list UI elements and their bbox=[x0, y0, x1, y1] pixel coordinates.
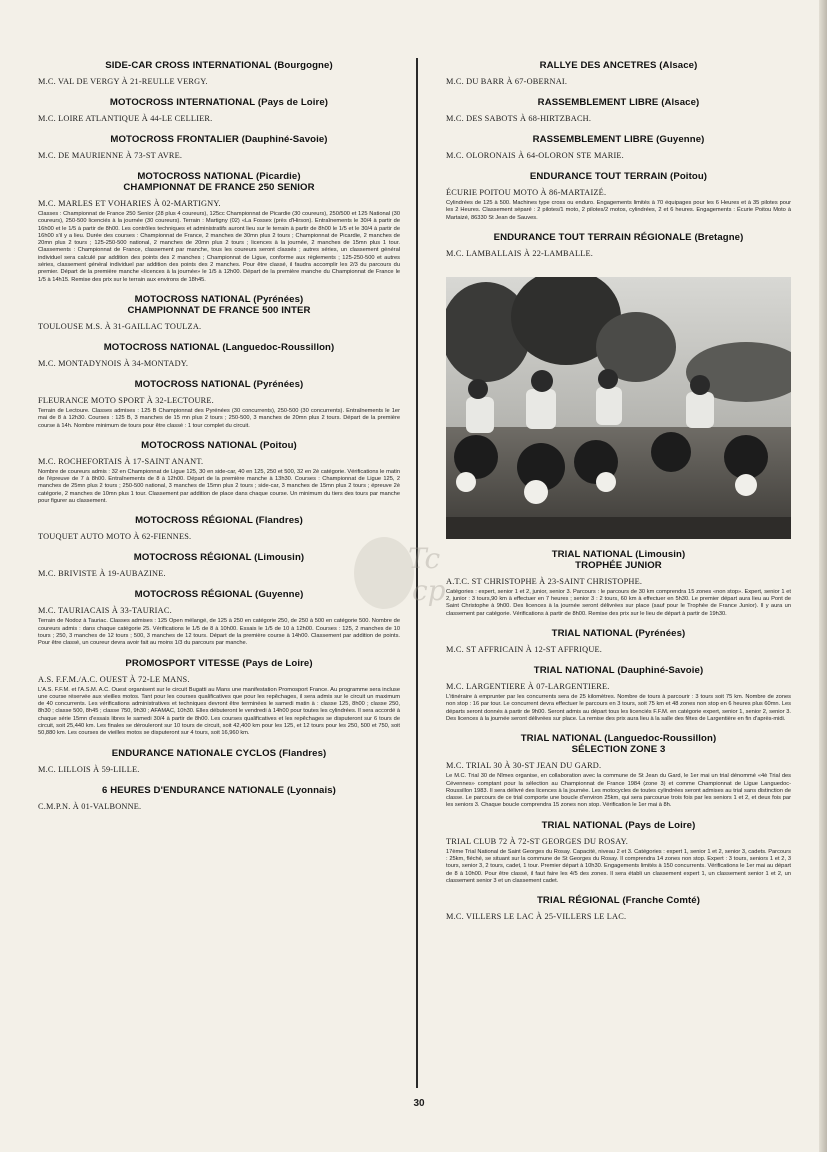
organizer-club: M.C. TRIAL 30 À 30-ST JEAN DU GARD. bbox=[446, 761, 602, 771]
event-title bbox=[38, 515, 400, 526]
event-section bbox=[446, 820, 791, 885]
event-title bbox=[38, 171, 400, 193]
organizer-club: TOULOUSE M.S. À 31-GAILLAC TOULZA. bbox=[38, 321, 202, 331]
event-title bbox=[446, 628, 791, 639]
event-title-text: MOTOCROSS RÉGIONAL (Flandres) bbox=[135, 515, 303, 527]
event-title bbox=[446, 665, 791, 676]
organizer-club: M.C. ROCHEFORTAIS À 17-SAINT ANANT. bbox=[38, 456, 204, 466]
event-title bbox=[446, 232, 791, 243]
event-section bbox=[38, 440, 400, 505]
event-section bbox=[446, 628, 791, 655]
event-title-text: MOTOCROSS FRONTALIER (Dauphiné-Savoie) bbox=[110, 134, 328, 145]
event-title-text: TRIAL NATIONAL (Pyrénées) bbox=[551, 628, 686, 640]
organizer-club: M.C. LARGENTIERE À 07-LARGENTIERE. bbox=[446, 682, 610, 692]
organizer-club: M.C. VAL DE VERGY À 21-REULLE VERGY. bbox=[38, 77, 208, 86]
event-title-text: MOTOCROSS NATIONAL (Pyrénées) bbox=[134, 293, 304, 305]
event-subtitle: TROPHÉE JUNIOR bbox=[575, 559, 662, 571]
photo-image bbox=[446, 277, 791, 539]
event-title bbox=[38, 97, 400, 108]
event-title-text: TRIAL NATIONAL (Limousin) bbox=[551, 548, 686, 560]
left-column bbox=[38, 50, 400, 814]
event-details: Nombre de coureurs admis : 32 en Championnat de Ligue 125, 30 en side-car, 40 en 125, 250 et 500, 32 en 2è catégorie. Vérifications le matin de l'épreuve de 7 à 8h00. Entraînements de 8 à 12h00. Départ de la première manche à 13h30. Courses : Championnat de Ligue 125, 2 manches de 25mn plus 2 tours ; 250-500 national, 3 manches de 15mn plus 2 tours ; side-car, 3 manches de 15mn plus 2 tours ; épreuve 2è catégorie, 2 manches de 10mn plus 1 tour. Classement par addition de place dans chaque course. Un minimum du tiers des tours par manche pour figurer au classement. bbox=[38, 468, 400, 505]
organizer-club: M.C. OLORONAIS À 64-OLORON STE MARIE. bbox=[446, 151, 624, 160]
event-section bbox=[38, 97, 400, 124]
event-details: Classes : Championnat de France 250 Senior (28 plus 4 coureurs), 125cc Championnat de Picardie (30 coureurs), 250/500 et 125 National (30 coureurs), 250-500 licenciés à la journée (30 coureurs). Terrain : Martigny (02) «La Fossex (près d'Hirson). Entraînements le 30/4 à partir de 16h00 et le 1/5 à partir de 8h00. Les contrôles techniques et administratifs auront lieu sur le terrain à partir de 8h00 le 1/5 et le 30/4 à partir de 16h00 s'il y a lieu. Durée des courses : Championnat de France, 2 manches de 30mn plus 2 tours ; Championnat de Picardie, 2 manches de 20mn plus 2 tours ; 125-250-500 national, 2 manches de 20mn plus 2 tours ; licences à la journée, 2 manches de 15mn plus 1 tour. Classements : Championnat de France, classement par manche, tous les coureurs seront classés ; autres séries, un classement général individuel sera calculé par addition des points des 2 manches ; Championnat de Ligue, conforme aux règlements ; 125-250-500 et autres séries, classement général individuel par addition des points des 2 manches. Pour être classé, il faudra accomplir les 2/3 du parcours du premier. Départ de la première manche «licences à la journée» le 1/5 à 12h00. Départ de la première manche du Championnat de France le 1/5 à 14h15. Remise des prix sur le terrain aux environs de 18h45. bbox=[38, 211, 400, 283]
event-title-text: TRIAL NATIONAL (Pays de Loire) bbox=[541, 819, 696, 831]
motocross-start-photo bbox=[446, 277, 791, 539]
event-section bbox=[38, 60, 400, 87]
event-details: Catégories : expert, senior 1 et 2, junior, senior 3. Parcours : le parcours de 30 km comprendra 15 zones «non stop». Expert, senior 1 et 2, junior : 3 tours,90 km à effectuer en 7 heures ; senior 3 : 2 tours, 60 km à effectuer en 5h30. Le premier départ aura lieu au Pont de Saint Christophe à 9h00. Des licences à la journée seront délivrées sur place (sauf pour le Trophée de France Junior). Il y aura un classement par catégorie. Vérifications à partir de 8h00. Remise des prix sur le lieu de départ à partir de 19h30. bbox=[446, 588, 791, 617]
organizer-club: TRIAL CLUB 72 À 72-ST GEORGES DU ROSAY. bbox=[446, 836, 629, 846]
event-title bbox=[38, 294, 400, 316]
organizer-club: M.C. TAURIACAIS À 33-TAURIAC. bbox=[38, 606, 172, 616]
event-title-text: MOTOCROSS NATIONAL (Poitou) bbox=[141, 439, 297, 451]
event-section bbox=[38, 785, 400, 812]
svg-text:cp: cp bbox=[412, 574, 446, 607]
event-title bbox=[446, 549, 791, 571]
event-title-text: MOTOCROSS NATIONAL (Pyrénées) bbox=[134, 378, 304, 390]
right-bottom-sections bbox=[446, 549, 791, 922]
event-title bbox=[446, 97, 791, 108]
organizer-club: M.C. MONTADYNOIS À 34-MONTADY. bbox=[38, 358, 189, 368]
event-title-text: TRIAL RÉGIONAL (Franche Comté) bbox=[536, 895, 701, 907]
event-section bbox=[38, 294, 400, 332]
event-details: Terrain de Lectoure. Classes admises : 125 B Championnat des Pyrénées (30 concurrents), 250-500 (30 concurrents). Entraînements le 1er mai de 8 à 12h30. Courses : 125 B, 3 manches de 15 mn plus 2 tours ; 250-500, 3 manches de 20mn plus 2 tours. Départ de la première course à 14h. Nombre minimum de tours pour être classé : 1 tour complet du circuit. bbox=[38, 407, 400, 429]
event-title bbox=[446, 895, 791, 906]
event-title-text: MOTOCROSS NATIONAL (Picardie) bbox=[137, 171, 301, 182]
event-section bbox=[38, 134, 400, 161]
event-title bbox=[446, 820, 791, 831]
event-details: Le M.C. Trial 30 de Nîmes organise, en collaboration avec la commune de St Jean du Gard, le 1er mai un trial dénommé «4è Trial des Cévennes» comptant pour la sélection au Championnat de France 1984 (zone 3) et comme Championnat de Ligue Languedoc-Roussillon 1983. Il sera délivré des licences à la journée. Les motocycles de toutes cylindrées seront admises au trial sans distinction de classe. Le parcours de ce trial comporte une boucle d'environ 25km, qui sera parcourue trois fois par les seniors 1 et 2, et deux fois par les seniors 3. Chaque boucle comprendra 15 zones non stop. Vérification le 1er mai à 8h. bbox=[446, 773, 791, 809]
page-number: 30 bbox=[413, 1098, 425, 1109]
event-section bbox=[38, 658, 400, 738]
organizer-club: TOUQUET AUTO MOTO À 62-FIENNES. bbox=[38, 532, 192, 542]
event-title bbox=[38, 134, 400, 145]
event-section bbox=[38, 171, 400, 284]
organizer-club: M.C. LOIRE ATLANTIQUE À 44-LE CELLIER. bbox=[38, 114, 213, 123]
organizer-club: FLEURANCE MOTO SPORT À 32-LECTOURE. bbox=[38, 395, 214, 405]
event-subtitle: CHAMPIONNAT DE FRANCE 250 SENIOR bbox=[123, 182, 315, 193]
event-section bbox=[446, 97, 791, 124]
organizer-club: M.C. LILLOIS À 59-LILLE. bbox=[38, 764, 140, 774]
organizer-club: M.C. VILLERS LE LAC À 25-VILLERS LE LAC. bbox=[446, 912, 627, 922]
event-section bbox=[446, 171, 791, 222]
event-title bbox=[446, 733, 791, 755]
event-title-text: MOTOCROSS RÉGIONAL (Limousin) bbox=[133, 552, 305, 564]
organizer-club: M.C. BRIVISTE À 19-AUBAZINE. bbox=[38, 569, 166, 579]
organizer-club: M.C. DES SABOTS À 68-HIRTZBACH. bbox=[446, 114, 592, 123]
scan-watermark bbox=[346, 528, 446, 618]
organizer-club: M.C. DU BARR À 67-OBERNAI. bbox=[446, 77, 568, 86]
event-title bbox=[446, 60, 791, 71]
organizer-club: M.C. MARLES ET VOHARIES À 02-MARTIGNY. bbox=[38, 199, 221, 208]
event-title-text: ENDURANCE NATIONALE CYCLOS (Flandres) bbox=[111, 747, 327, 759]
event-section bbox=[446, 232, 791, 259]
event-title-text: 6 HEURES D'ENDURANCE NATIONALE (Lyonnais) bbox=[102, 784, 336, 796]
organizer-club: M.C. LAMBALLAIS À 22-LAMBALLE. bbox=[446, 248, 594, 258]
organizer-club: ÉCURIE POITOU MOTO À 86-MARTAIZÉ. bbox=[446, 188, 607, 197]
event-section bbox=[38, 379, 400, 430]
event-title-text: RASSEMBLEMENT LIBRE (Alsace) bbox=[537, 97, 700, 108]
organizer-club: A.S. F.F.M./A.C. OUEST À 72-LE MANS. bbox=[38, 674, 190, 684]
event-title-text: PROMOSPORT VITESSE (Pays de Loire) bbox=[125, 657, 313, 669]
organizer-club: M.C. ST AFFRICAIN À 12-ST AFFRIQUE. bbox=[446, 645, 603, 655]
event-details: L'A.S. F.F.M. et l'A.S.M. A.C. Ouest organisent sur le circuit Bugatti au Mans une manifestation Promosport France. Au programme sera incluse une course réservée aux vieilles motos. Tant pour les courses qualificatives que pour les repêchages, il sera admis sur le circuit un maximum de 40 concurrents. Les vérifications administratives et techniques devront être terminées le samedi matin à : classe 125, 8h00 ; classe 250, 8h30 ; classe 500, 8h45 ; classe 750, 9h30 ; AFAMAC, 10h30. Elles débuteront le vendredi à 14h00 pour toutes les cylindrées. Il sera accordé à chaque série 15mn d'essais libres le samedi 30/4 à partir de 8h00. Les courses qualificatives et les repêchages se disputeront sur 6 tours de circuit, soit 25,440 km. Les finales se dérouleront sur 10 tours de circuit, soit 42,400 km pour les 125, et 12 tours pour les 250, 500 et 750, soit 50,880 km. Les courses de vieilles motos se disputeront sur 4 tours, soit 16,960 km. bbox=[38, 686, 401, 737]
right-top-sections bbox=[446, 60, 791, 259]
event-title-text: TRIAL NATIONAL (Languedoc-Roussillon) bbox=[520, 733, 717, 745]
event-title bbox=[446, 134, 791, 145]
event-details: Terrain de Nodoz à Tauriac. Classes admises : 125 Open mélangé, de 125 à 250 en catégorie 250, de 250 à 500 en catégorie 500. Nombre de coureurs admis : dans chaque catégorie 25. Vérifications le 1/5 de 8 à 10h00. Essais le 1/5 de 10 à 12h00. Courses : 125, 2 manches de 10 tours ; 250, 3 manches de 12 tours ; 500, 3 manches de 12 tours. Départ de la première course à 14h00. Classement par addition de points. Pour être classé, un coureur devra avoir fait au moins 1/3 du parcours par manche. bbox=[38, 618, 400, 647]
event-details: Cylindrées de 125 à 500. Machines type cross ou enduro. Engagements limités à 70 équipages pour les 6 Heures et à 35 pilotes pour les 2 Heures. Classement séparé : 2 pilotes/1 moto, 2 pilotes/2 motos, cylindrées, 2 et 6 heures. Engagements : Écurie Poitou Moto à Martaizé, 86330 St Jean de Sauves. bbox=[446, 200, 791, 221]
event-section bbox=[38, 342, 400, 369]
event-title bbox=[38, 440, 400, 451]
event-title-text: SIDE-CAR CROSS INTERNATIONAL (Bourgogne) bbox=[105, 60, 333, 71]
organizer-club: M.C. DE MAURIENNE À 73-ST AVRE. bbox=[38, 151, 183, 160]
event-subtitle: SÉLECTION ZONE 3 bbox=[571, 744, 666, 756]
event-title bbox=[38, 658, 400, 669]
event-title bbox=[38, 785, 400, 796]
event-section bbox=[446, 549, 791, 618]
event-details: 17ème Trial National de Saint Georges du Rosay. Capacité, niveau 2 et 3. Catégories : expert 1, senior 1 et 2, senior 3, cadets. Parcours : 25km, fléché, se situant sur la commune de St Georges du Rosay. Il comprendra 14 zones non stop. Expert : 3 tours, seniors 1 et 2, 3 tours, senior 3, 2 tours, cadet, 1 tour. Premier départ à 10h30. Engagements limités à 150 concurrents. Vérifications le 1er mai au départ de 8 à 10h00. Pour être classé, il faut faire les 4/5 des zones. Il sera établi un classement expert 1, un classement senior 1 et 2, un classement senior 3 et un classement cadet. bbox=[446, 848, 791, 884]
event-section bbox=[446, 134, 791, 161]
event-title bbox=[38, 379, 400, 390]
event-title-text: ENDURANCE TOUT TERRAIN RÉGIONALE (Bretagne) bbox=[493, 231, 744, 243]
event-title-text: ENDURANCE TOUT TERRAIN (Poitou) bbox=[529, 171, 708, 182]
event-title-text: TRIAL NATIONAL (Dauphiné-Savoie) bbox=[533, 665, 704, 677]
event-title bbox=[38, 60, 400, 71]
svg-text:Tc: Tc bbox=[408, 542, 441, 575]
event-title-text: RALLYE DES ANCETRES (Alsace) bbox=[539, 60, 698, 71]
organizer-club: C.M.P.N. À 01-VALBONNE. bbox=[38, 801, 142, 811]
event-details: L'itinéraire à emprunter par les concurrents sera de 25 kilomètres. Nombre de tours à parcourir : 3 tours soit 75 km. Nombre de zones non stop : 16 par tour. Le concurrent devra effectuer le parcours en 3 tours, soit 75 km et 48 zones non stop en 6 heures plus 60mn. Les départs seront donnés à partir de 9h00. Seront admis au départ tous les licenciés F.F.M. en catégorie expert, senior 1, senior 2, senior 3. Des licences à la journée seront délivrées sur place. La remise des prix aura lieu à la salle des fêtes de Largentière en fin d'après-midi. bbox=[446, 694, 791, 722]
event-section bbox=[446, 60, 791, 87]
event-title-text: RASSEMBLEMENT LIBRE (Guyenne) bbox=[532, 134, 705, 145]
event-section bbox=[38, 748, 400, 775]
organizer-club: A.T.C. ST CHRISTOPHE À 23-SAINT CHRISTOPHE. bbox=[446, 576, 643, 586]
event-title bbox=[38, 748, 400, 759]
event-section bbox=[446, 665, 791, 723]
event-subtitle: CHAMPIONNAT DE FRANCE 500 INTER bbox=[127, 304, 311, 316]
page-edge-shadow bbox=[819, 0, 827, 1152]
event-title-text: MOTOCROSS RÉGIONAL (Guyenne) bbox=[134, 589, 304, 601]
event-title bbox=[38, 342, 400, 353]
event-section bbox=[446, 895, 791, 922]
event-title-text: MOTOCROSS INTERNATIONAL (Pays de Loire) bbox=[109, 97, 329, 108]
event-title bbox=[446, 171, 791, 182]
right-column bbox=[446, 50, 791, 924]
event-section bbox=[446, 733, 791, 809]
event-title-text: MOTOCROSS NATIONAL (Languedoc-Roussillon) bbox=[103, 341, 335, 353]
